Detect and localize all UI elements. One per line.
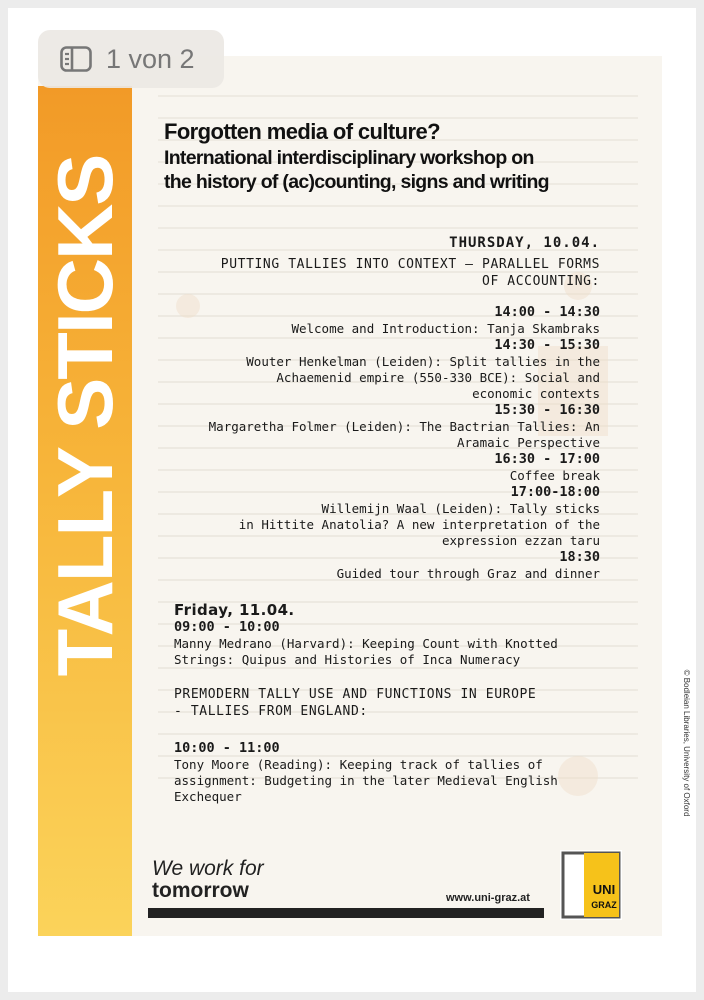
slot-text: in Hittite Anatolia? A new interpretation of the — [238, 517, 600, 532]
slot-text: Exchequer — [174, 789, 242, 804]
friday-section-title-line1: PREMODERN TALLY USE AND FUNCTIONS IN EUROPE — [174, 687, 537, 702]
slot-time: 15:30 - 16:30 — [494, 402, 600, 418]
schedule-slot — [178, 304, 600, 337]
uni-graz-logo — [560, 850, 622, 920]
thursday-section-title-line1: PUTTING TALLIES INTO CONTEXT – PARALLEL FORMS — [220, 257, 600, 272]
friday-day-title: Friday, 11.04. — [174, 601, 295, 619]
slogan-line2: tomorrow — [152, 879, 249, 902]
slot-time: 18:30 — [559, 549, 600, 565]
tally-sticks-title: TALLY STICKS — [41, 155, 129, 677]
slot-text: assignment: Budgeting in the later Medieval English — [174, 773, 558, 788]
friday-program — [174, 601, 614, 805]
slot-time: 10:00 - 11:00 — [174, 740, 280, 756]
logo-text-uni: UNI — [592, 882, 616, 897]
schedule-slot — [178, 402, 600, 451]
slogan-line1: We work for — [152, 857, 264, 880]
university-slogan — [152, 858, 264, 902]
slot-time: 17:00-18:00 — [510, 484, 600, 500]
slot-text: Manny Medrano (Harvard): Keeping Count with Knotted — [174, 636, 558, 651]
slot-text: Welcome and Introduction: Tanja Skambraks — [291, 321, 600, 336]
slot-time: 16:30 - 17:00 — [494, 451, 600, 467]
slot-text: Tony Moore (Reading): Keeping track of tallies of — [174, 757, 543, 772]
slot-text: Coffee break — [509, 468, 600, 483]
thursday-program — [178, 234, 600, 582]
page-indicator-label: 1 von 2 — [106, 43, 195, 74]
tally-sticks-banner — [38, 86, 132, 936]
heading-subtitle-line1: International interdisciplinary workshop on — [164, 147, 534, 169]
slot-text: Achaemenid empire (550-330 BCE): Social and — [276, 370, 600, 385]
slot-time: 09:00 - 10:00 — [174, 619, 280, 635]
workshop-poster — [38, 56, 691, 936]
schedule-slot — [178, 549, 600, 582]
logo-text-graz: GRAZ — [591, 900, 617, 910]
schedule-slot — [178, 451, 600, 484]
poster-heading — [164, 118, 634, 194]
slot-text: Aramaic Perspective — [457, 435, 600, 450]
heading-subtitle-line2: the history of (ac)counting, signs and writing — [164, 171, 549, 193]
slot-text: Wouter Henkelman (Leiden): Split tallies in the — [246, 354, 600, 369]
heading-question: Forgotten media of culture? — [164, 119, 440, 144]
sidebar-panel-icon — [60, 46, 92, 72]
schedule-slot — [178, 337, 600, 402]
page-indicator[interactable] — [38, 30, 224, 88]
university-url[interactable]: www.uni-graz.at — [446, 892, 530, 904]
slot-text: economic contexts — [472, 386, 600, 401]
thursday-section-title-line2: OF ACCOUNTING: — [482, 274, 600, 289]
slot-time: 14:30 - 15:30 — [494, 337, 600, 353]
footer-divider — [148, 908, 544, 918]
friday-section-title-line2: - TALLIES FROM ENGLAND: — [174, 704, 368, 719]
schedule-slot — [178, 484, 600, 549]
slot-text: expression ezzan taru — [441, 533, 600, 548]
thursday-day-title: THURSDAY, 10.04. — [449, 235, 600, 251]
slot-text: Margaretha Folmer (Leiden): The Bactrian Tallies: An — [208, 419, 600, 434]
slot-text: Strings: Quipus and Histories of Inca Numeracy — [174, 652, 521, 667]
slot-text: Guided tour through Graz and dinner — [336, 566, 600, 581]
slot-text: Willemijn Waal (Leiden): Tally sticks — [321, 501, 600, 516]
slot-time: 14:00 - 14:30 — [494, 304, 600, 320]
image-copyright: © Bodleian Libraries, University of Oxford — [682, 669, 691, 817]
